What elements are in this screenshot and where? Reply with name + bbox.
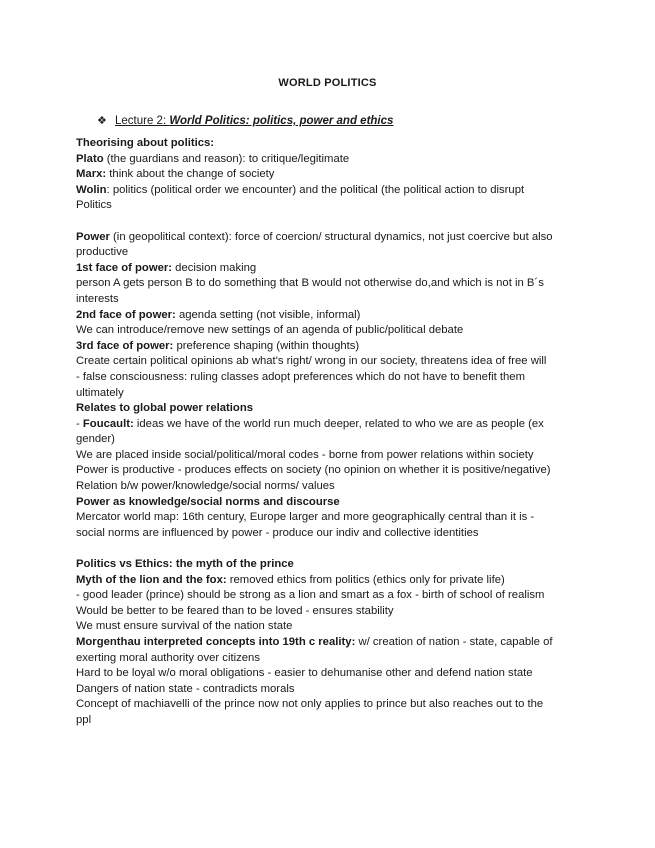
line-feared: Would be better to be feared than to be loved - ensures stability	[76, 604, 394, 617]
line-marx: Marx: think about the change of society	[76, 168, 275, 181]
line-wolin: Wolin: politics (political order we encounter) and the political (the political action to disrupt	[76, 183, 525, 196]
lecture-heading	[97, 114, 393, 127]
spacer	[76, 541, 576, 557]
line-morgenthau: Morgenthau interpreted concepts into 19th c reality: w/ creation of nation - state, capable of	[76, 636, 553, 648]
line-foucault-cont: gender)	[76, 433, 115, 446]
line-face1-desc-cont: interests	[76, 292, 119, 305]
line-morgenthau-cont: exerting moral authority over citizens	[76, 651, 260, 664]
lecture-label: Lecture 2: World Politics: politics, power and ethics	[115, 115, 394, 127]
line-face1-desc: person A gets person B to do something that B would not otherwise do,and which is not in B´s	[76, 277, 544, 290]
section-heading-ethics: Politics vs Ethics: the myth of the prince	[76, 558, 294, 571]
section-heading-theorising: Theorising about politics:	[76, 137, 215, 149]
line-face3: 3rd face of power: preference shaping (within thoughts)	[76, 339, 360, 352]
document-title: WORLD POLITICS	[278, 77, 377, 89]
notes-body	[76, 136, 576, 729]
line-face2: 2nd face of power: agenda setting (not visible, informal)	[76, 308, 361, 321]
line-face3-false-consciousness: - false consciousness: ruling classes adopt preferences which do not have to benefit them	[76, 370, 525, 383]
line-leader: - good leader (prince) should be strong as a lion and smart as a fox - birth of school of realism	[76, 589, 545, 602]
line-global-relations: Relates to global power relations	[76, 402, 254, 415]
line-power-cont: productive	[76, 246, 129, 259]
line-placed: We are placed inside social/political/moral codes - borne from power relations within society	[76, 448, 534, 461]
line-concept-cont: ppl	[76, 713, 92, 726]
line-survival: We must ensure survival of the nation state	[76, 620, 293, 633]
spacer	[76, 214, 576, 230]
diamond-bullet-icon: ❖	[97, 115, 107, 127]
line-face3-desc: Create certain political opinions ab what's right/ wrong in our society, threatens idea of free will	[76, 355, 547, 368]
line-myth: Myth of the lion and the fox: removed ethics from politics (ethics only for private life)	[76, 573, 505, 586]
line-dangers: Dangers of nation state - contradicts morals	[76, 682, 295, 695]
line-wolin-cont: Politics	[76, 199, 112, 212]
line-foucault: - Foucault: ideas we have of the world run much deeper, related to who we are as people (ex	[76, 417, 544, 430]
line-relation: Relation b/w power/knowledge/social norms/ values	[76, 480, 335, 493]
line-face3-cont: ultimately	[76, 386, 124, 399]
line-mercator-cont: social norms are influenced by power - produce our indiv and collective identities	[76, 526, 479, 539]
line-face1: 1st face of power: decision making	[76, 261, 257, 274]
line-mercator: Mercator world map: 16th century, Europe larger and more geographically central than it is -	[76, 511, 535, 524]
line-concept: Concept of machiavelli of the prince now not only applies to prince but also reaches out to the	[76, 698, 544, 711]
line-face2-desc: We can introduce/remove new settings of an agenda of public/political debate	[76, 324, 464, 337]
line-knowledge: Power as knowledge/social norms and discourse	[76, 495, 340, 508]
line-loyal: Hard to be loyal w/o moral obligations - easier to dehumanise other and defend nation state	[76, 667, 533, 680]
line-power: Power (in geopolitical context): force of coercion/ structural dynamics, not just coercive but also	[76, 230, 553, 243]
line-productive: Power is productive - produces effects on society (no opinion on whether it is positive/negative)	[76, 464, 551, 477]
line-plato: Plato (the guardians and reason): to critique/legitimate	[76, 152, 350, 165]
